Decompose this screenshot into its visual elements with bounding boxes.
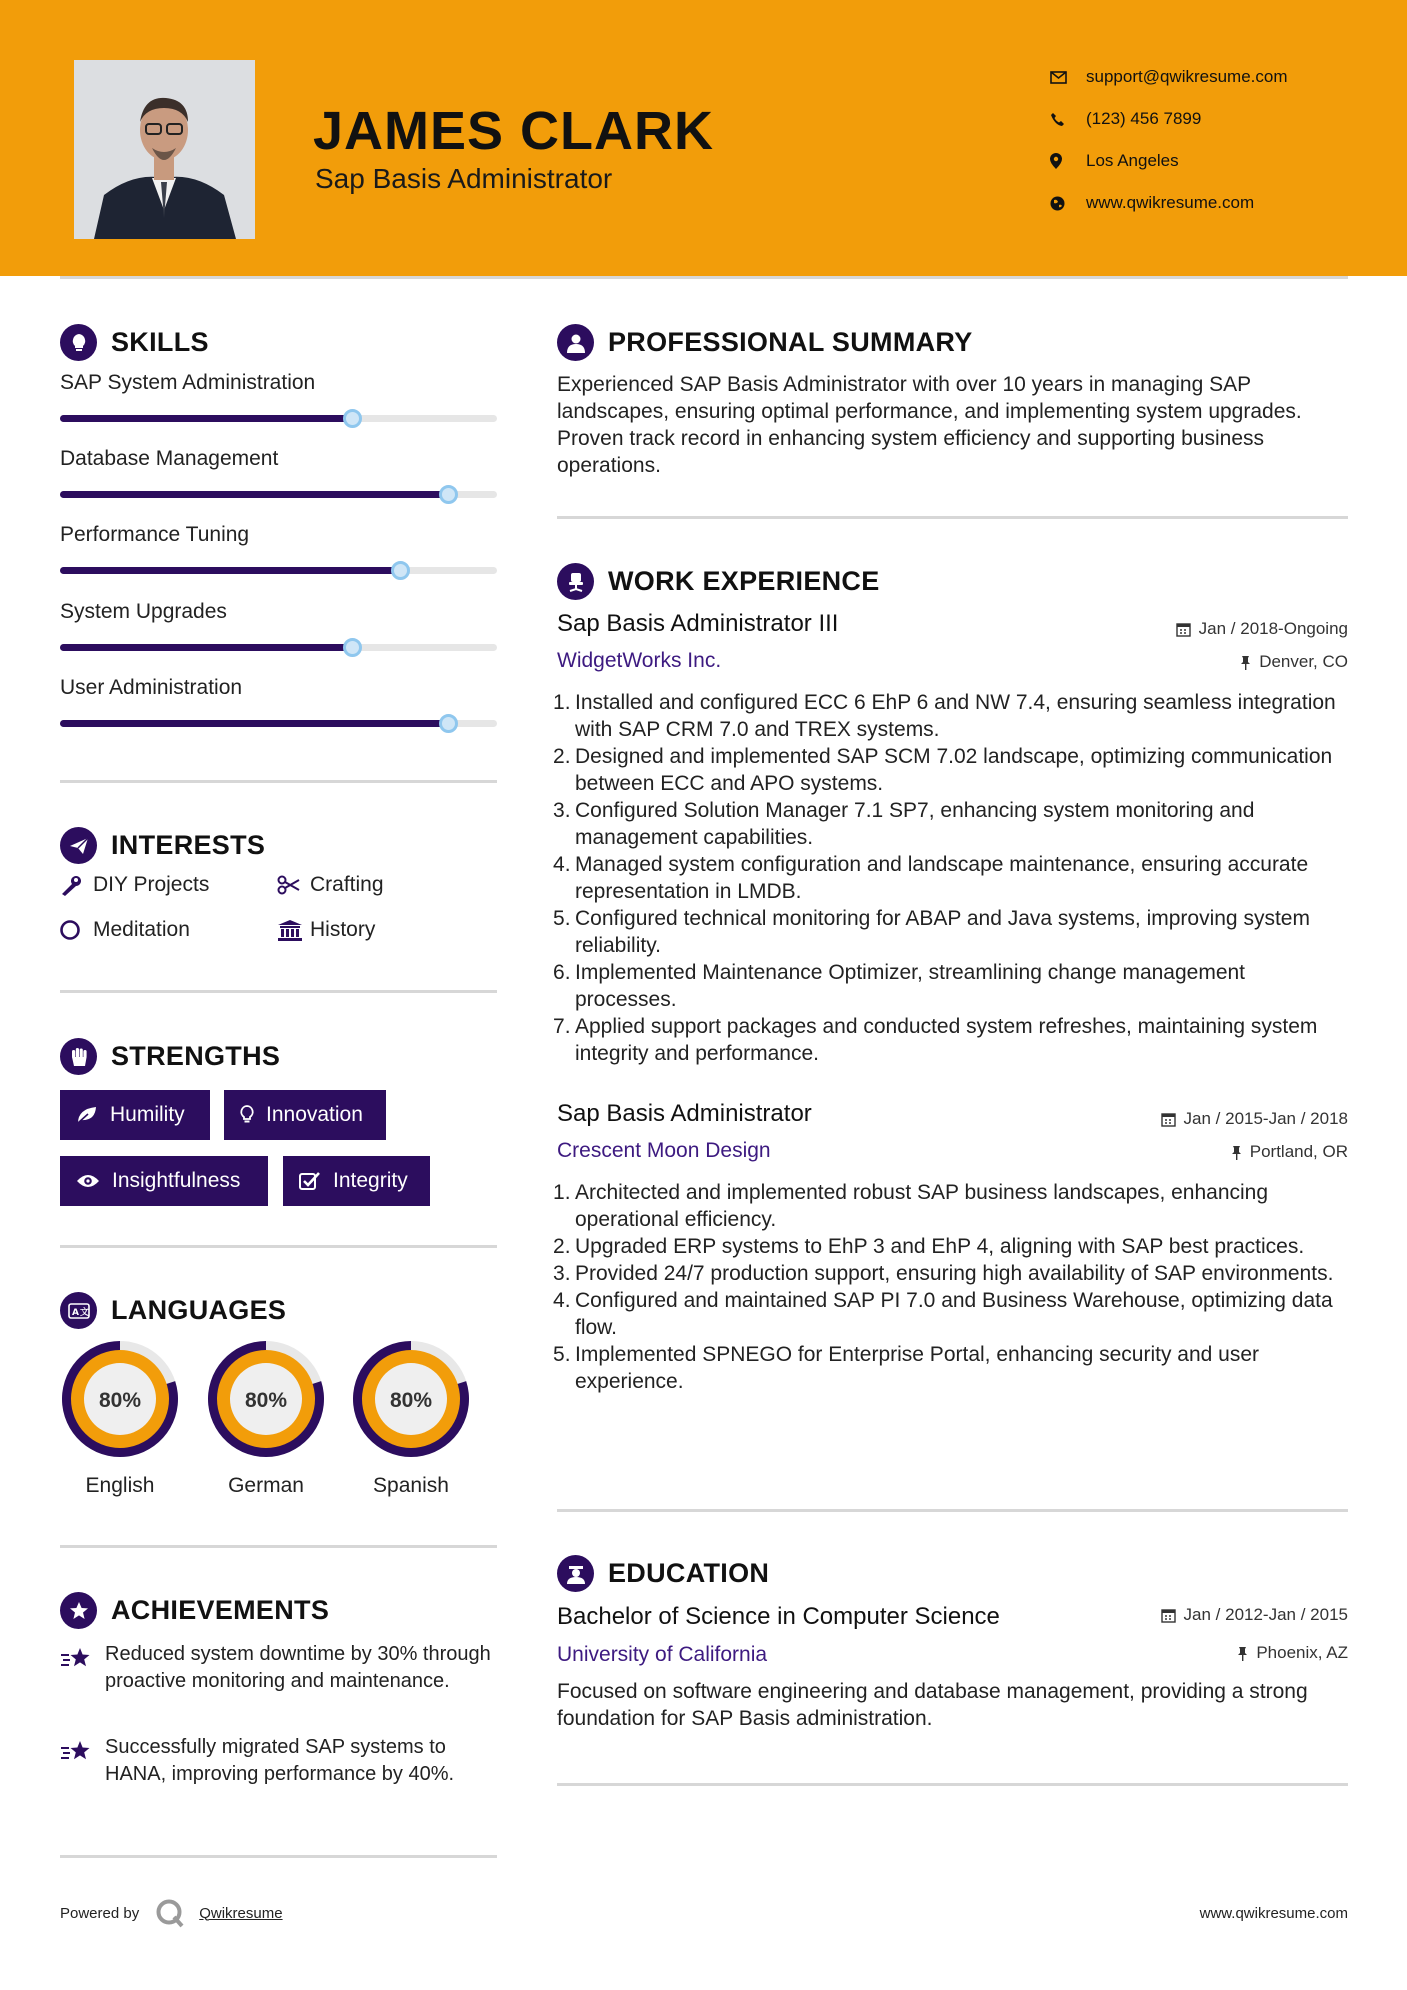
skill-bar-fill: [60, 415, 353, 422]
calendar-icon: [1161, 1112, 1176, 1127]
skill-bar-knob: [343, 638, 362, 657]
contact-location-text: Los Angeles: [1086, 151, 1179, 170]
job-duties-list: [575, 1179, 1347, 1395]
job-dates-text: Jan / 2018-Ongoing: [1198, 619, 1348, 638]
lightbulb-icon: [60, 324, 97, 361]
education-location: [1237, 1643, 1348, 1663]
svg-text:A: A: [71, 1307, 79, 1318]
duty-item: Configured Solution Manager 7.1 SP7, enhancing system monitoring and management capabilities.: [575, 799, 1255, 849]
contact-email-text: support@qwikresume.com: [1086, 67, 1288, 86]
language-ring: [57, 1336, 183, 1462]
shooting-star-icon: [60, 1734, 105, 1788]
job-location: [1231, 1142, 1348, 1162]
skill-bar: [60, 567, 497, 574]
museum-icon: [277, 919, 310, 941]
language-percent: 80%: [389, 1389, 433, 1412]
achievements-heading: [60, 1592, 329, 1629]
section-divider: [557, 1509, 1348, 1512]
interest-item: [277, 873, 384, 897]
strength-label: Innovation: [266, 1103, 363, 1126]
experience-title: WORK EXPERIENCE: [608, 566, 880, 596]
duty-item: Applied support packages and conducted system refreshes, maintaining system integrity and performance.: [575, 1015, 1318, 1065]
language-item: [203, 1336, 329, 1498]
skill-item: [60, 447, 497, 471]
contact-phone-text: (123) 456 7899: [1086, 109, 1202, 128]
job-dates-text: Jan / 2015-Jan / 2018: [1183, 1109, 1348, 1128]
language-percent: 80%: [244, 1389, 288, 1412]
candidate-role: Sap Basis Administrator: [315, 163, 613, 194]
interests-heading: [60, 827, 265, 864]
language-name: German: [228, 1474, 304, 1497]
language-name: English: [85, 1474, 155, 1497]
education-dates: [1161, 1605, 1348, 1625]
summary-text: Experienced SAP Basis Administrator with over 10 years in managing SAP landscapes, ensuring optimal performance, and implementing system upgrades. Proven track record in enhancing system efficiency and supporting business operations.: [557, 373, 1302, 477]
languages-heading: [60, 1292, 286, 1329]
achievement-text: Successfully migrated SAP systems to HANA, improving performance by 40%.: [105, 1736, 455, 1785]
language-ring: [203, 1336, 329, 1462]
interest-label: Meditation: [93, 918, 190, 941]
section-divider: [60, 1855, 497, 1858]
interest-label: History: [310, 918, 376, 941]
graduate-icon: [557, 1555, 594, 1592]
circle-icon: [60, 919, 93, 941]
summary-title: PROFESSIONAL SUMMARY: [608, 327, 973, 357]
interest-label: DIY Projects: [93, 873, 210, 896]
duty-item: Implemented Maintenance Optimizer, streamlining change management processes.: [575, 961, 1246, 1011]
globe-icon: [1050, 196, 1086, 211]
strength-label: Insightfulness: [112, 1169, 241, 1192]
job-company: WidgetWorks Inc.: [557, 649, 722, 672]
scissors-icon: [277, 875, 310, 895]
education-heading: [557, 1555, 769, 1592]
interests-title: INTERESTS: [111, 830, 266, 860]
contact-website-text: www.qwikresume.com: [1086, 193, 1255, 212]
interest-label: Crafting: [310, 873, 384, 896]
section-divider: [557, 1783, 1348, 1786]
strength-label: Integrity: [333, 1169, 408, 1192]
section-divider: [60, 1545, 497, 1548]
duty-item: Configured and maintained SAP PI 7.0 and Business Warehouse, optimizing data flow.: [575, 1289, 1333, 1339]
skill-label: System Upgrades: [60, 600, 227, 623]
skill-label: Performance Tuning: [60, 523, 250, 546]
achievement-item: [60, 1641, 500, 1695]
job-title: Sap Basis Administrator III: [557, 610, 839, 637]
calendar-icon: [1176, 622, 1191, 637]
strengths-heading: [60, 1038, 280, 1075]
office-chair-icon: [557, 563, 594, 600]
languages-title: LANGUAGES: [111, 1295, 287, 1325]
job-location: [1240, 652, 1348, 672]
skills-heading: [60, 324, 209, 361]
svg-text:文: 文: [79, 1307, 89, 1318]
section-divider: [60, 780, 497, 783]
brand-link[interactable]: Qwikresume: [199, 1904, 283, 1922]
language-icon: [60, 1292, 97, 1329]
contact-location: [1050, 140, 1288, 182]
education-location-text: Phoenix, AZ: [1256, 1643, 1348, 1662]
skill-bar: [60, 491, 497, 498]
interest-item: [60, 918, 190, 942]
pushpin-icon: [1237, 1646, 1248, 1661]
education-title: EDUCATION: [608, 1558, 770, 1588]
education-school: University of California: [557, 1643, 768, 1666]
skill-bar: [60, 415, 497, 422]
pushpin-icon: [1231, 1145, 1242, 1160]
raised-fist-icon: [60, 1038, 97, 1075]
qwikresume-logo-icon: [155, 1898, 185, 1928]
strength-tag: [224, 1090, 386, 1140]
skill-label: User Administration: [60, 676, 243, 699]
contact-website[interactable]: [1050, 182, 1288, 224]
duty-item: Architected and implemented robust SAP business landscapes, enhancing operational efficiency.: [575, 1181, 1269, 1231]
location-pin-icon: [1050, 153, 1086, 169]
phone-icon: [1050, 112, 1086, 127]
duty-item: Upgraded ERP systems to EhP 3 and EhP 4, aligning with SAP best practices.: [575, 1235, 1305, 1258]
footer-powered-by: [60, 1898, 283, 1928]
achievement-text: Reduced system downtime by 30% through proactive monitoring and maintenance.: [105, 1643, 491, 1692]
user-icon: [557, 324, 594, 361]
footer-url[interactable]: www.qwikresume.com: [1199, 1905, 1348, 1922]
skill-item: [60, 371, 497, 395]
resume-header: [0, 0, 1407, 276]
job-duties-list: [575, 689, 1347, 1067]
language-name: Spanish: [373, 1474, 449, 1497]
skill-bar-knob: [391, 561, 410, 580]
job-location-text: Portland, OR: [1249, 1142, 1348, 1161]
skill-item: [60, 600, 497, 624]
paper-plane-icon: [60, 827, 97, 864]
education-text: Focused on software engineering and database management, providing a strong foundation for SAP Basis administration.: [557, 1680, 1308, 1730]
envelope-icon: [1050, 71, 1086, 84]
skill-bar: [60, 720, 497, 727]
language-item: [57, 1336, 183, 1498]
job-dates: [1161, 1109, 1348, 1129]
skill-bar: [60, 644, 497, 651]
skill-item: [60, 676, 497, 700]
skill-bar-fill: [60, 567, 401, 574]
header-divider: [60, 276, 1348, 279]
duty-item: Implemented SPNEGO for Enterprise Portal, enhancing security and user experience.: [575, 1343, 1259, 1393]
section-divider: [557, 516, 1348, 519]
strength-tag: [60, 1156, 268, 1206]
skill-label: SAP System Administration: [60, 371, 316, 394]
strength-tag: [283, 1156, 430, 1206]
experience-heading: [557, 563, 880, 600]
education-degree: Bachelor of Science in Computer Science: [557, 1603, 1000, 1630]
contact-list: [1050, 56, 1288, 224]
strengths-title: STRENGTHS: [111, 1041, 281, 1071]
skill-bar-fill: [60, 644, 353, 651]
achievements-title: ACHIEVEMENTS: [111, 1595, 330, 1625]
leaf-icon: [76, 1106, 98, 1124]
duty-item: Installed and configured ECC 6 EhP 6 and NW 7.4, ensuring seamless integration with SAP CRM 7.0 and TREX systems.: [575, 691, 1336, 741]
powered-by-text: Powered by: [60, 1904, 140, 1922]
achievement-item: [60, 1734, 500, 1788]
skills-title: SKILLS: [111, 327, 209, 357]
duty-item: Managed system configuration and landscape maintenance, ensuring accurate representation in LMDB.: [575, 853, 1309, 903]
duty-item: Provided 24/7 production support, ensuring high availability of SAP environments.: [575, 1262, 1334, 1285]
job-location-text: Denver, CO: [1259, 652, 1348, 671]
duty-item: Configured technical monitoring for ABAP and Java systems, improving system reliability.: [575, 907, 1310, 957]
skill-bar-knob: [343, 409, 362, 428]
check-square-icon: [299, 1171, 321, 1191]
job-company: Crescent Moon Design: [557, 1139, 771, 1162]
star-badge-icon: [60, 1592, 97, 1629]
skill-bar-knob: [439, 485, 458, 504]
wrench-icon: [60, 874, 93, 896]
eye-icon: [76, 1173, 100, 1189]
language-item: [348, 1336, 474, 1498]
skill-label: Database Management: [60, 447, 279, 470]
skill-item: [60, 523, 497, 547]
contact-phone[interactable]: [1050, 98, 1288, 140]
pushpin-icon: [1240, 655, 1251, 670]
interest-item: [60, 873, 209, 897]
job-dates: [1176, 619, 1348, 639]
section-divider: [60, 1245, 497, 1248]
summary-heading: [557, 324, 973, 361]
strength-label: Humility: [110, 1103, 185, 1126]
calendar-icon: [1161, 1608, 1176, 1623]
profile-photo: [74, 60, 255, 239]
candidate-name: JAMES CLARK: [313, 101, 715, 161]
strength-tag: [60, 1090, 210, 1140]
skill-bar-knob: [439, 714, 458, 733]
skill-bar-fill: [60, 720, 449, 727]
language-ring: [348, 1336, 474, 1462]
contact-email[interactable]: [1050, 56, 1288, 98]
education-dates-text: Jan / 2012-Jan / 2015: [1183, 1605, 1348, 1624]
duty-item: Designed and implemented SAP SCM 7.02 landscape, optimizing communication between ECC and APO systems.: [575, 745, 1333, 795]
skill-bar-fill: [60, 491, 449, 498]
shooting-star-icon: [60, 1641, 105, 1695]
lightbulb-icon: [240, 1105, 254, 1125]
interest-item: [277, 918, 375, 942]
section-divider: [60, 990, 497, 993]
language-percent: 80%: [98, 1389, 142, 1412]
job-title: Sap Basis Administrator: [557, 1100, 812, 1127]
